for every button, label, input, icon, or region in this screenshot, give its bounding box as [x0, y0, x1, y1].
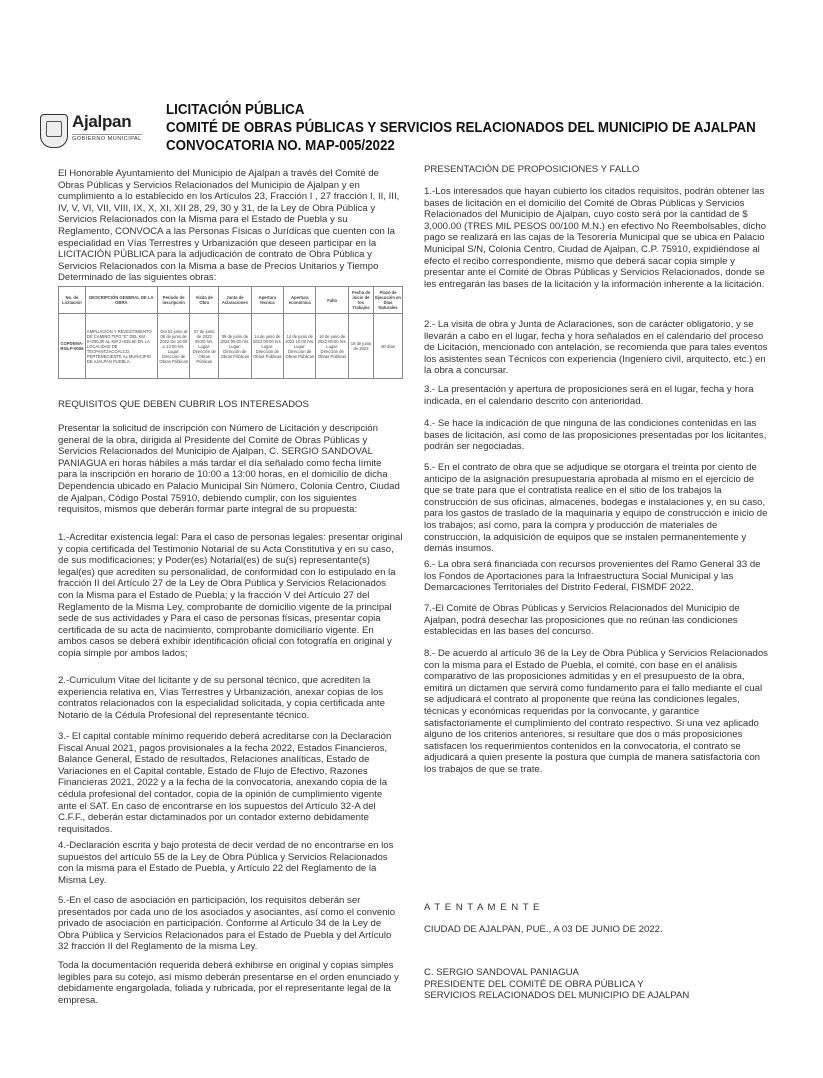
presentacion-item: 6.- La obra será financiada con recursos provenientes del Ramo General 33 de los Fondos de Aportaciones para la Infraestructura Social Municipal y las Demarcaciones Territoriales del Distrito Federal, FISMDF 2022. [424, 559, 761, 594]
ajalpan-logo [40, 110, 152, 152]
table-header: Plazo de Ejecución en Días Naturales [374, 287, 403, 314]
table-header: Fallo [316, 287, 348, 314]
document-title [166, 101, 786, 155]
table-cell: AMPLIACIÓN Y REVESTIMIENTO DE CAMINO TIPO "E" DEL KM 0+000.00 AL KM 2+935.90 EN LA LOCALIDAD DE TECPANTZACOALCO, PERTENECIENTE AL MUNICIPIO DE AJALPAN PUEBLA. [85, 314, 157, 379]
place-date: CIUDAD DE AJALPAN, PUE., A 03 DE JUNIO DE 2022. [424, 924, 663, 935]
requisito-item: 4.-Declaración escrita y bajo protesta de decir verdad de no encontrarse en los supuestos del artículo 55 de la Ley de Obra Pública y Servicios Relacionados con la misma para el Estado de Puebla, y Artículo 22 del Reglamento de la Misma Ley. [58, 840, 394, 886]
logo-name: Ajalpan [72, 112, 132, 131]
title-line-3: CONVOCATORIA NO. MAP-005/2022 [166, 138, 395, 154]
table-header: DESCRIPCIÓN GENERAL DE LA OBRA [85, 287, 157, 314]
table-cell: 09 de junio de 2022 09:00 hrs. Lugar: Dirección de Obras Públicas [219, 314, 251, 379]
table-cell: Del 03 junio al 08 de junio de 2022 De 10:00 a 13:00 hrs. Lugar: Dirección de Obras Públicas [157, 314, 189, 379]
atentamente-label: A T E N T A M E N T E [424, 902, 541, 913]
presentacion-item: 8.- De acuerdo al artículo 36 de la Ley de Obra Pública y Servicios Relacionados con la misma para el Estado de Puebla, el comité, con base en el análisis comparativo de las proposiciones admitidas y en el presupuesto de la obra, emitirá un dictamen que servirá como fundamento para el fallo mediante el cual se adjudicará el contrato al proponente que reúna las condiciones legales, técnicas y económicas requeridas por la convocante, y garantice satisfactoriamente el cumplimiento del contrato respectivo. Si una vez aplicado alguno de los criterios anteriores, si resultare que dos o más proposiciones satisfacen los requerimientos contenidos en la convocatoria, el contrato se adjudicará a quien presente la postura que cumpla de manera satisfactoria con los trabajos de que se trate. [424, 648, 768, 775]
table-header: Junta de Aclaraciones [219, 287, 251, 314]
requisito-item: Toda la documentación requerida deberá exhibirse en original y copias simples legibles para su cotejo, así mismo deberán presentarse en el orden enunciado y debidamente engargolada, foliada y rubricada, por el representante legal de la empresa. [58, 960, 399, 1006]
presentacion-item: 4.- Se hace la indicación de que ninguna de las condiciones contenidas en las bases de licitación, así como de las proposiciones presentadas por los licitantes, podrán ser negociadas. [424, 418, 767, 453]
table-header: Visita de Obra [190, 287, 219, 314]
signer-position: SERVICIOS RELACIONADOS DEL MUNICIPIO DE AJALPAN [424, 990, 690, 1001]
signer-position: PRESIDENTE DEL COMITÉ DE OBRA PÚBLICA Y [424, 979, 644, 990]
intro-paragraph [58, 168, 403, 284]
table-header: Fecha de inicio de los Trabajos [348, 287, 373, 314]
works-table [58, 286, 403, 379]
table-header: Periodo de inscripción [157, 287, 189, 314]
requisito-item: 5.-En el caso de asociación en participación, los requisitos deberán ser presentados por cada uno de los asociados y asociantes, así como el convenio privado de asociación en participación. Conforme al Artículo 34 de la Ley de Obra Pública y Servicios Relacionados para el Estado de Puebla y del Artículo 32 fracción II del Reglamento de la misma Ley. [58, 895, 396, 953]
presentacion-item: 1.-Los interesados que hayan cubierto los citados requisitos, podrán obtener las bases de licitación en el domicilio del Comité de Obras Públicas y Servicios Relacionados del Municipio de Ajalpan, cuyo costo será por la cantidad de $ 3,000.00 (TRES MIL PESOS 00/100 M.N.) en efectivo No Reembolsables, dicho pago se realizará en las cajas de la Tesorería Municipal que se ubica en Palacio Municipal S/N, Colonia Centro, Ciudad de Ajalpan, C.P. 75910, expidiéndose al efecto el recibo correspondiente, mismo que deberá sacar copia simple y presentar ante el Comité de Obras Públicas y Servicios Relacionados, donde se les entregarán las bases de la licitación y la información inherente a la licitación. [424, 186, 766, 290]
requisitos-intro: Presentar la solicitud de inscripción con Número de Licitación y descripción general de la obra, dirigida al Presidente del Comité de Obras Públicas y Servicios Relacionados del Municipio de Ajalpan, C. SERGIO SANDOVAL PANIAGUA en horas hábiles a más tardar el día señalado como fecha límite para la inscripción en horario de 10:00 a 13:00 horas, en el domicilio de dicha Dependencia ubicado en Palacio Municipal Sin Número, Colonia Centro, Ciudad de Ajalpan, Código Postal 75910, debiendo cumplir, con los siguientes requisitos, mismos que deberán formar parte integral de su propuesta: [58, 423, 400, 516]
presentacion-item: 7.-El Comité de Obras Públicas y Servicios Relacionados del Municipio de Ajalpan, podrá desechar las proposiciones que no reúnan las condiciones establecidas en las bases del concurso. [424, 603, 740, 638]
presentacion-heading: PRESENTACIÓN DE PROPOSICIONES Y FALLO [424, 164, 640, 175]
presentacion-item: 5.- En el contrato de obra que se adjudique se otorgara el treinta por ciento de anticipo de la asignación presupuestaria aprobada al mismo en el ejercicio de que se trate para que el contratista realice en el sitio de los trabajos la construcción de sus oficinas, almacenes, bodegas e instalaciones y, en su caso, para los gastos de traslado de la maquinaria y equipo de construcción e inicio de los trabajos; así como, para la compra y producción de materiales de construcción, la adquisición de equipos que se instalen permanentemente y demás insumos. [424, 462, 768, 555]
presentacion-item: 3.- La presentación y apertura de proposiciones será en el lugar, fecha y hora indicada, en el calendario descrito con anterioridad. [424, 384, 754, 407]
table-cell: 18 de junio de 2022 [348, 314, 373, 379]
table-header-row [59, 287, 403, 314]
table-header: Apertura técnica [251, 287, 283, 314]
table-header: No. de Licitación [59, 287, 86, 314]
table-cell: 14 de junio de 2022 10:00 hrs. Lugar: Dirección de Obras Públicas [284, 314, 316, 379]
table-row [59, 314, 403, 379]
requisito-item: 1.-Acreditar existencia legal: Para el caso de personas legales: presentar original y copia certificada del Testimonio Notarial de su Acta Constitutiva y en su caso, de sus modificaciones; y Poder(es) Notarial(es) de su(s) representante(s) legal(es) que acrediten su personalidad, de conformidad con lo estipulado en la fracción II del Artículo 27 de la Ley de Obra Pública y Servicios Relacionados con la Misma para el Estado de Puebla; y la fracción V del Artículo 27 del Reglamento de la Misma Ley, comprobante de domicilio vigente de la principal sede de sus actividades y Para el caso de personas físicas, presentar copia certificada de su acta de nacimiento, comprobante domiciliario vigente. En ambos casos se deberá exhibir identificación oficial con fotografía en original y copia simple por ambos lados; [58, 532, 403, 659]
title-line-2: COMITÉ DE OBRAS PÚBLICAS Y SERVICIOS RELACIONADOS DEL MUNICIPIO DE AJALPAN [166, 120, 756, 136]
table-header: Apertura económica [284, 287, 316, 314]
requisito-item: 3.- El capital contable mínimo requerido deberá acreditarse con la Declaración Fiscal Anual 2021, pagos provisionales a la fecha 2022, Estados Financieros, Balance General, Estado de resultados, Relaciones analíticas, Estado de Variaciones en el Capital contable, Estado de Flujo de Efectivo, Razones Financieras 2021, 2022 y a la fecha de la convocatoria, anexando copia de la cédula profesional del contador, copia de la opinión de cumplimiento vigente ante el SAT. En caso de encontrarse en los supuestos del Artículo 32-A del C.F.F., deberán estar dictaminados por un contador externo debidamente requisitados. [58, 731, 392, 835]
table-cell: 07 de junio de 2022 09:00 hrs. Lugar: Dirección de Obras Públicas [190, 314, 219, 379]
requisito-item: 2.-Curriculum Vitae del licitante y de su personal técnico, que acrediten la experiencia relativa en, Vías Terrestres y Urbanización, anexar copias de los contratos relacionados con la especialidad solicitada, y copia certificada ante Notario de la Cédula Profesional del representante técnico. [58, 675, 385, 721]
table-cell: 16 de junio de 2022 09:00 hrs. Lugar: Dirección de Obras Públicas [316, 314, 348, 379]
intro-text: El Honorable Ayuntamiento del Municipio de Ajalpan a través del Comité de Obras Públicas y Servicios Relacionados del Municipio de Ajalpan y en cumplimiento a lo establecido en los Artículos 23, Fracción I , 27 fracción I, II, III, IV, V, VI, VII, VIII, IX, X, XI, XII 28, 29, 30 y 31, de la Ley de Obra Pública y Servicios Relacionados con la Misma para el Estado de Puebla y su Reglamento, CONVOCA a las Personas Físicas o Jurídicas que cuenten con la especialidad en Vías Terrestres y Urbanización que deseen participar en la LICITACIÓN PÚBLICA para la adjudicación de contrato de Obra Pública y Servicios Relacionados con la Misma a base de Precios Unitarios y Tiempo Determinado de las siguientes obras: [58, 168, 400, 284]
logo-subtext: GOBIERNO MUNICIPAL [72, 136, 142, 142]
table-cell: 90 días [374, 314, 403, 379]
title-line-1: LICITACIÓN PÚBLICA [166, 102, 305, 118]
municipal-seal-icon [40, 114, 68, 148]
table-cell: 14 de junio de 2022 09:00 hrs. Lugar: Dirección de Obras Públicas [251, 314, 283, 379]
table-cell: COPDEMA-RSILP-0006 [59, 314, 86, 379]
presentacion-item: 2.- La visita de obra y Junta de Aclaraciones, son de carácter obligatorio, y se llevarán a cabo en el lugar, fecha y hora señalados en el calendario del proceso de Licitación, mencionado con antelación, se recomienda que para tales eventos los asistentes sean Técnicos con experiencia (Ingeniero civil, arquitecto, etc.) en la obra a concursar. [424, 319, 768, 377]
signer-name: C. SERGIO SANDOVAL PANIAGUA [424, 967, 579, 978]
requisitos-heading: REQUISITOS QUE DEBEN CUBRIR LOS INTERESADOS [58, 399, 309, 410]
